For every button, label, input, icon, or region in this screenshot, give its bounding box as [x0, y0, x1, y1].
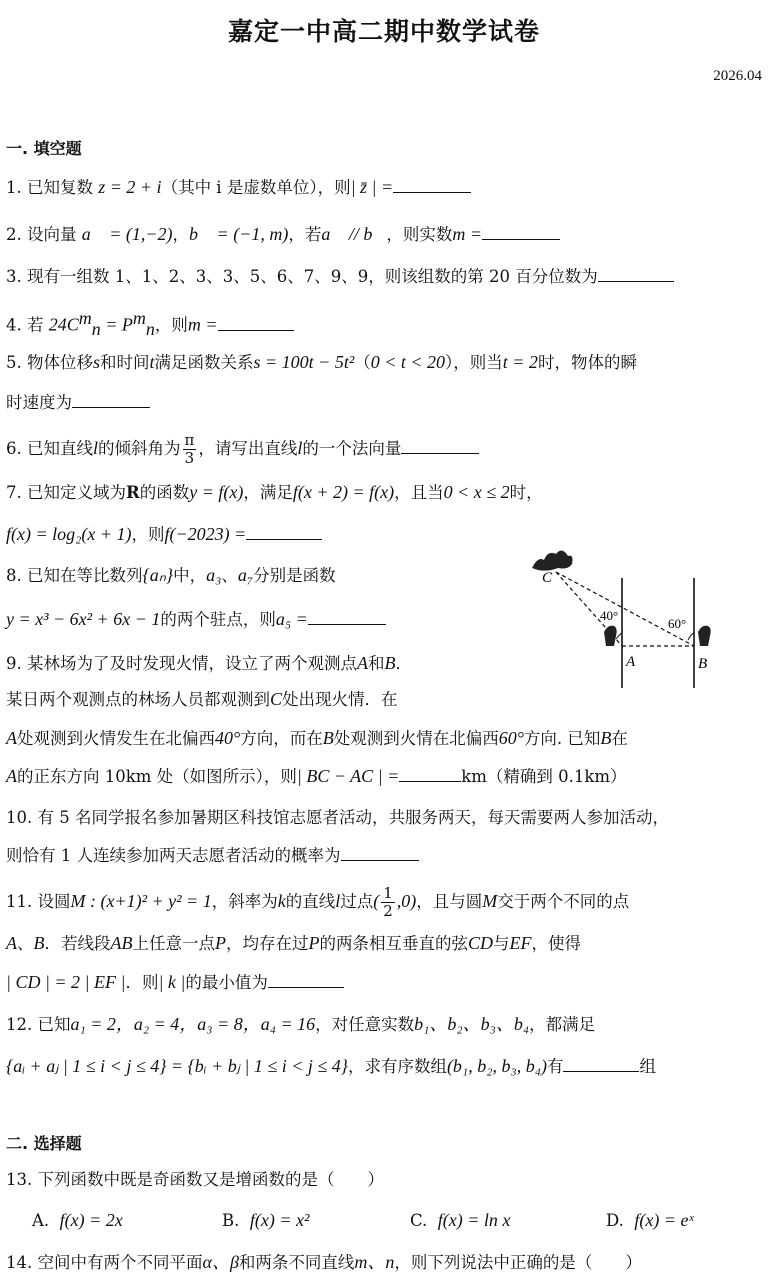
question-13: 13. 下列函数中既是奇函数又是增函数的是（ ） — [6, 1170, 384, 1189]
label-c: C — [542, 570, 553, 586]
question-2: 2. 设向量 a⃗ = (1,−2)，b⃗ = (−1, m)，若a⃗ // b⃗，则实数m = — [6, 222, 560, 247]
label-a: A — [626, 654, 636, 670]
answer-blank — [563, 1055, 639, 1072]
question-7-cont: f(x) = log₂(x + 1)，则f(−2023) = — [6, 522, 322, 547]
q9-figure — [528, 538, 728, 690]
exam-date: 2026.04 — [713, 68, 762, 84]
q6-fraction: $\frac{\pi}{3}$ — [184, 431, 195, 467]
q1-complex: z = 2 + i — [98, 177, 162, 197]
answer-blank — [482, 223, 560, 240]
question-1: 1. 已知复数 z = 2 + i（其中 i 是虚数单位），则| z̄ | = — [6, 175, 471, 200]
answer-blank — [268, 971, 344, 988]
angle-a-label: 40° — [600, 608, 619, 623]
angle-b-label: 60° — [668, 616, 687, 631]
question-5: 5. 物体位移s和时间t满足函数关系s = 100t − 5t²（0 < t < 20），则当t = 2时，物体的瞬 — [6, 352, 637, 372]
q11-fraction: $\frac{1}{2}$ — [383, 884, 393, 920]
option-d[interactable]: D. f(x) = eˣ — [606, 1210, 694, 1230]
question-11-cont-2: | CD | = 2 | EF |．则| k |的最小值为 — [6, 970, 344, 995]
question-6: 6. 已知直线l的倾斜角为 $\frac{\pi}{3}$ ，请写出直线l的一个法向量 — [6, 432, 479, 467]
question-14: 14. 空间中有两个不同平面α、β和两条不同直线m、n，则下列说法中正确的是（ ） — [6, 1252, 642, 1272]
question-8: 8. 已知在等比数列{aₙ}中，a₃、a₇分别是函数 — [6, 565, 336, 585]
option-c[interactable]: C. f(x) = ln x — [410, 1210, 511, 1230]
section-fill-title: 一. 填空题 — [6, 139, 82, 158]
question-8-cont: y = x³ − 6x² + 6x − 1的两个驻点，则a₅ = — [6, 607, 386, 632]
question-4: 4. 若 $24C^m_n = P^m_n$，则m = — [6, 306, 294, 344]
question-10-cont: 则恰有 1 人连续参加两天志愿者活动的概率为 — [6, 844, 419, 868]
question-9: 9. 某林场为了及时发现火情，设立了两个观测点A和B． — [6, 653, 412, 673]
option-b[interactable]: B. f(x) = x² — [222, 1210, 310, 1230]
question-9-cont-1: 某日两个观测点的林场人员都观测到C处出现火情．在 — [6, 689, 398, 709]
q1-abs: | z̄ | = — [350, 177, 394, 197]
answer-blank — [246, 523, 322, 540]
answer-blank — [393, 176, 471, 193]
question-12-cont: {aᵢ + aⱼ | 1 ≤ i < j ≤ 4} = {bᵢ + bⱼ | 1 ≤ i < j ≤ 4}，求有序数组(b₁, b₂, b₃, b₄)有 组 — [6, 1056, 656, 1076]
observer-a-icon — [604, 626, 617, 646]
answer-blank — [598, 265, 674, 282]
section-choice-title: 二. 选择题 — [6, 1134, 82, 1153]
observer-b-icon — [698, 626, 711, 646]
page-title: 嘉定一中高二期中数学试卷 — [227, 17, 540, 46]
question-7: 7. 已知定义域为R的函数y = f(x)，满足f(x + 2) = f(x)，且当0 < x ≤ 2时， — [6, 482, 543, 502]
answer-blank — [218, 314, 294, 331]
line-cb — [556, 572, 694, 646]
question-5-cont: 时速度为 — [6, 391, 150, 415]
question-3: 3. 现有一组数 1、1、2、3、3、5、6、7、9、9，则该组数的第 20 百分位数为 — [6, 265, 674, 289]
answer-blank — [72, 391, 150, 408]
label-b: B — [698, 656, 708, 672]
answer-blank — [341, 844, 419, 861]
question-9-cont-2: A处观测到火情发生在北偏西40°方向，而在B处观测到火情在北偏西60°方向. 已知B在 — [6, 728, 628, 748]
question-11: 11. 设圆M : (x+1)² + y² = 1，斜率为k的直线l过点( $\frac{1}{2}$ ,0)，且与圆M交于两个不同的点 — [6, 884, 630, 920]
option-a[interactable]: A. f(x) = 2x — [32, 1210, 123, 1230]
answer-blank — [308, 608, 386, 625]
fire-icon — [532, 550, 573, 570]
answer-blank — [401, 437, 479, 454]
question-10: 10. 有 5 名同学报名参加暑期区科技馆志愿者活动，共服务两天，每天需要两人参加活动， — [6, 808, 669, 827]
question-9-cont-3: A的正东方向 10km 处（如图所示），则| BC − AC | = km（精确到 0.1km） — [6, 766, 627, 786]
question-11-cont-1: A、B．若线段AB上任意一点P，均存在过P的两条相互垂直的弦CD与EF，使得 — [6, 933, 582, 953]
question-12: 12. 已知a₁ = 2，a₂ = 4，a₃ = 8，a₄ = 16，对任意实数b₁、b₂、b₃、b₄，都满足 — [6, 1014, 596, 1034]
answer-blank — [399, 765, 461, 782]
